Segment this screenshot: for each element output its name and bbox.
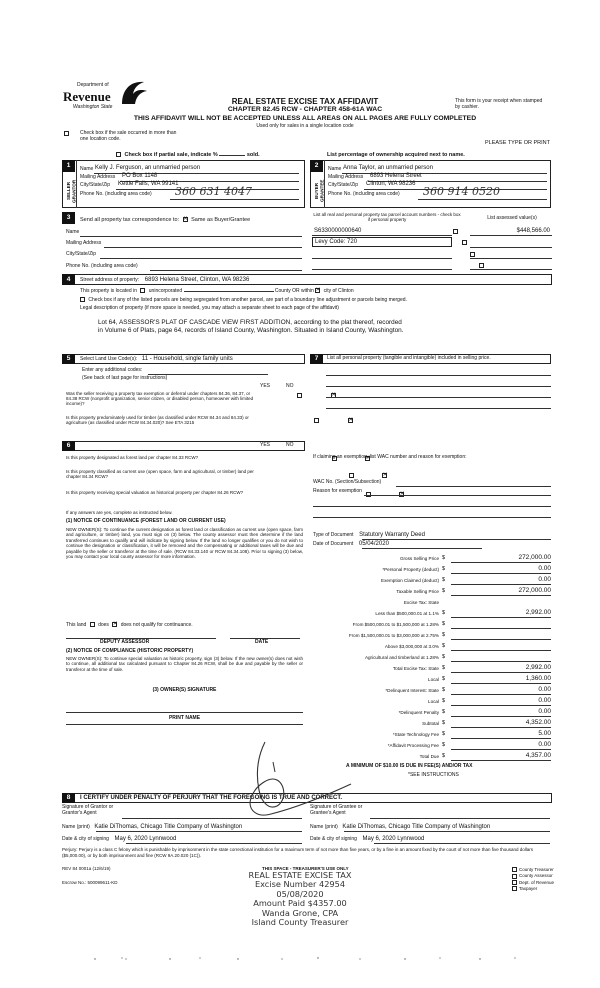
calc-row	[310, 664, 551, 675]
form-chapter: CHAPTER 82.45 RCW - CHAPTER 458-61A WAC	[227, 106, 383, 113]
buyer-grantee-side: BUYER GRANTEE	[314, 179, 325, 203]
seller-city-label: City/State/Zip	[80, 182, 111, 188]
calc-row-label: Taxable Selling Price	[396, 589, 439, 594]
calc-row-value[interactable]: 272,000.00	[451, 587, 551, 596]
same-as-buyer-checkbox[interactable]	[183, 217, 188, 222]
date-doc-row	[313, 541, 389, 548]
calc-row-value[interactable]	[451, 653, 551, 662]
calc-row-label: Local	[428, 699, 439, 704]
calc-row-label: *Delinquent Penalty	[398, 710, 439, 715]
dollar-sign: $	[442, 698, 446, 704]
calc-row-value[interactable]: 1,360.00	[451, 675, 551, 684]
dollar-sign: $	[442, 555, 446, 561]
calc-row-label: Gross Selling Price	[399, 556, 439, 561]
calc-row-value[interactable]: 2,992.00	[451, 609, 551, 618]
dollar-sign: $	[442, 588, 446, 594]
buyer-city-value[interactable]: Clinton, WA 98236	[366, 181, 416, 187]
sec6-q2: Is this property classified as current use (open space, farm and agricultural, or timber) land per chapter 84.34 RCW?	[66, 469, 254, 480]
date-doc-label: Date of Document	[313, 541, 354, 547]
street-label: Street address of property:	[80, 277, 140, 283]
located-label: This property is located in	[80, 287, 137, 294]
street-value[interactable]: 6893 Helena Street, Clinton, WA 98236	[144, 277, 250, 283]
sec3-name-label: Name	[66, 229, 80, 235]
see-instructions: *SEE INSTRUCTIONS	[408, 772, 459, 778]
copy-county-assessor: County Assessor	[519, 873, 553, 879]
notice-2-text: NEW OWNER(S): To continue special valuation as historic property, sign (3) below. If the new owner(s) does not wish to continue, all additional tax calculated pursuant to Chapter 84.26 RCW, shall be due and payable by the seller or transferor at the time of sale.	[66, 656, 303, 672]
certify-statement: I CERTIFY UNDER PENALTY OF PERJURY THAT THE FOREGOING IS TRUE AND CORRECT.	[80, 795, 343, 801]
dollar-sign: $	[442, 687, 446, 693]
section-3-number: 3	[62, 212, 75, 224]
exemption-claim-label: If claiming an exemption, list WAC number and reason for exemption:	[313, 454, 467, 460]
calc-row	[310, 576, 551, 587]
calc-row-value[interactable]	[451, 631, 551, 640]
assessed-header: List assessed value(s)	[487, 215, 537, 221]
calc-row-label: Total Excise Tax: State	[392, 666, 439, 671]
grantor-date-row	[62, 836, 176, 843]
dollar-sign: $	[442, 632, 446, 638]
same-as-buyer-label: Same as Buyer/Grantee	[191, 217, 251, 223]
calc-row	[310, 620, 551, 631]
located-row	[80, 288, 354, 295]
section-1-number: 1	[62, 160, 75, 172]
grantor-date-label: Date & city of signing	[62, 836, 109, 842]
escrow-number: Escrow No.: 500099611-KD	[62, 880, 118, 885]
buyer-mail-row	[328, 174, 548, 181]
copy-taxpayer-checkbox[interactable]	[512, 886, 517, 891]
date-doc-value[interactable]: 05/04/2020	[358, 541, 389, 547]
deputy-assessor-label: DEPUTY ASSESSOR	[100, 639, 150, 645]
calc-row	[310, 653, 551, 664]
does-not-qualify-checkbox[interactable]	[112, 622, 117, 627]
calc-row	[310, 554, 551, 565]
notice-1-title: (1) NOTICE OF CONTINUANCE (FOREST LAND OR CURRENT USE)	[66, 518, 226, 524]
grantee-date-label: Date & city of signing	[310, 836, 357, 842]
see-back-label: (See back of last page for instructions)	[82, 375, 168, 381]
additional-codes-label: Enter any additional codes:	[82, 367, 143, 373]
section-7-number: 7	[310, 354, 323, 364]
sec5-q2-yes[interactable]	[314, 418, 319, 423]
grantor-date-value[interactable]: May 6, 2020 Lynnwood	[114, 836, 177, 842]
section-2-number: 2	[310, 160, 323, 172]
calc-row-label: *Delinquent Interest: State	[385, 688, 439, 693]
copy-taxpayer: Taxpayer	[519, 885, 538, 891]
if-any-yes: If any answers are yes, complete as instructed below.	[66, 510, 173, 515]
calc-row-label: Exemption Claimed (deduct)	[381, 578, 439, 583]
wac-no-label: WAC No. (Section/Subsection)	[313, 479, 382, 485]
receipt-note: This form is your receipt when stamped by cashier.	[455, 98, 543, 110]
send-correspondence-row	[80, 217, 250, 223]
buyer-name-value[interactable]: Anna Taylor, an unmarried person	[343, 165, 433, 171]
calc-row-value[interactable]: 4,352.00	[451, 719, 551, 728]
calc-row-label: From $1,500,000.01 to $3,000,000 at 2.75%	[348, 633, 439, 638]
treasurer-stamp	[200, 871, 400, 928]
sec6-no: NO	[286, 442, 294, 448]
section-6-number: 6	[62, 441, 75, 451]
copy-county-assessor-checkbox[interactable]	[512, 874, 517, 879]
form-title: REAL ESTATE EXCISE TAX AFFIDAVIT	[231, 97, 379, 106]
sec6-q2-yes[interactable]	[349, 473, 354, 478]
county-or-within: County OR within	[274, 287, 314, 294]
parcel-1[interactable]: S6330000000640	[314, 228, 362, 234]
type-doc-value[interactable]: Statutory Warranty Deed	[359, 532, 425, 538]
assessed-1[interactable]: $448,566.00	[516, 228, 550, 234]
unincorporated-checkbox[interactable]	[140, 288, 145, 293]
perjury-statement: Perjury: Perjury is a class C felony which is punishable by imprisonment in the state correctional institution for a maximum term of not more than five years, or by a fine in an amount fixed by the court of not more than five thousand dollars ($5,000.00), or by both imprisonment and fine (RCW 9A.20.020 (1C)).	[62, 847, 533, 858]
notice-1-text: NEW OWNER(S): To continue the current designation as forest land or classification as current use (open space, farm and agriculture, or timber) land, you must sign on (3) below. The county assessor must then determine if the land transferred continues to qualify and will indicate by signing below. If the land no longer qualifies or you do not wish to continue the designation or classification, it will be removed and the compensating or additional taxes will be due and payable by the seller or transferor at the time of sale. (RCW 84.33.140 or RCW 84.34.108). Prior to signing (3) below, you may contact your local county assessor for more information.	[66, 527, 303, 559]
buyer-city-label: City/State/Zip	[328, 182, 359, 188]
calc-row-label: *Personal Property (deduct)	[382, 567, 439, 572]
grantor-name-label: Name (print)	[62, 824, 90, 830]
calc-row	[310, 719, 551, 730]
seller-mail-label: Mailing Address	[80, 174, 116, 180]
stamp-line-4: Amount Paid $4357.00	[253, 898, 347, 909]
does-label: does	[98, 621, 109, 628]
qualify-label: This land	[66, 621, 87, 628]
copy-dept-revenue: Dept. of Revenue	[519, 879, 555, 885]
buyer-phone-label: Phone No. (including area code)	[328, 191, 400, 197]
logo-dept-line: Department of	[77, 82, 109, 88]
section-5-number: 5	[62, 354, 75, 364]
seller-name-label: Name	[80, 166, 94, 172]
dollar-sign: $	[442, 753, 446, 759]
sec5-q1: Was the seller receiving a property tax exemption or deferral under chapters 84.36, 84.37, or 84.38 RCW (nonprofit organization, senior citizen, or disabled person, homeowner with limited income)?	[66, 391, 254, 407]
calc-row-value[interactable]: 0.00	[451, 576, 551, 585]
calc-row	[310, 642, 551, 653]
land-use-label: Select Land Use Code(s):	[80, 356, 138, 362]
treasurer-use-label: THIS SPACE - TREASURER'S USE ONLY	[262, 866, 349, 871]
buyer-name-row	[328, 166, 548, 173]
sec6-yes: YES	[260, 442, 271, 448]
calc-row	[310, 565, 551, 576]
dollar-sign: $	[442, 665, 446, 671]
calc-row	[310, 609, 551, 620]
grantee-name-row	[310, 824, 490, 831]
logo-state: Washington State	[73, 104, 113, 110]
copy-dept-revenue-checkbox[interactable]	[512, 880, 517, 885]
calc-row-value[interactable]: 0.00	[451, 708, 551, 717]
partial-sale-sold: sold.	[246, 152, 260, 158]
stamp-line-1: REAL ESTATE EXCISE TAX	[248, 870, 352, 880]
dollar-sign: $	[442, 654, 446, 660]
used-only-note: Used only for sales in a single location code	[256, 123, 354, 129]
partial-sale-label: Check box if partial sale, indicate %	[124, 152, 218, 158]
calc-row	[310, 675, 551, 686]
deputy-date-label: DATE	[255, 639, 269, 645]
sec5-q1-yes[interactable]	[297, 393, 302, 398]
dollar-sign: $	[442, 676, 446, 682]
stamp-line-6: Island County Treasurer	[251, 917, 349, 928]
seller-grantor-side: SELLER GRANTOR	[66, 179, 77, 203]
owner-signature-label: (3) OWNER(S) SIGNATURE	[152, 687, 217, 693]
sec3-phone-label: Phone No. (including area code)	[66, 263, 138, 269]
sec6-q2-no[interactable]	[382, 473, 387, 478]
type-or-print: PLEASE TYPE OR PRINT	[484, 140, 550, 146]
washington-logo-icon	[116, 78, 152, 108]
calc-row-label: From $500,000.01 to $1,500,000 at 1.28%	[352, 622, 439, 627]
calc-row-label: Agricultural and timberland at 1.28%	[364, 655, 439, 660]
stamp-line-2: Excise Number 42954	[254, 879, 346, 890]
calc-row-label: *Affidavit Processing Fee	[387, 743, 439, 748]
seller-phone-value[interactable]: 360 631 4047	[175, 185, 252, 198]
sec5-no: NO	[286, 383, 294, 389]
section-8-number: 8	[62, 793, 75, 803]
calc-row-value[interactable]	[451, 642, 551, 651]
calc-row-value[interactable]: 5.00	[451, 730, 551, 739]
land-use-row	[80, 356, 233, 363]
section-4-number: 4	[62, 274, 75, 285]
sec3-mail-label: Mailing Address	[66, 240, 102, 246]
dollar-sign: $	[442, 731, 446, 737]
rev-number: REV 84 0001a (12/6/19)	[62, 866, 111, 871]
dor-logo	[60, 78, 160, 116]
print-name-label: PRINT NAME	[168, 715, 201, 721]
calc-row-label: Subtotal	[422, 721, 439, 726]
grantee-date-row	[310, 836, 424, 843]
multi-location-checkbox[interactable]	[64, 131, 69, 136]
dollar-sign: $	[442, 566, 446, 572]
signature-scribble-icon	[225, 740, 355, 820]
calc-row-value[interactable]: 0.00	[451, 686, 551, 695]
parcel-1-checkbox[interactable]	[453, 229, 458, 234]
grantor-name-value[interactable]: Katie DiThomas, Chicago Title Company of Washington	[94, 824, 243, 830]
buyer-phone-value[interactable]: 360 914 0520	[423, 185, 500, 198]
unincorporated-label: unincorporated	[148, 287, 183, 294]
levy-code[interactable]: Levy Code: 720	[315, 239, 358, 245]
dollar-sign: $	[442, 643, 446, 649]
sec3-city-label: City/State/Zip	[66, 251, 97, 257]
scan-noise-icon	[60, 955, 550, 963]
calc-row-label: Less than $500,000.01 at 1.1%	[375, 611, 439, 616]
calc-row	[310, 708, 551, 719]
seller-name-row	[80, 166, 300, 173]
dollar-sign: $	[442, 621, 446, 627]
calc-row-label: *State Technology Fee	[392, 732, 439, 737]
calc-row-value[interactable]	[451, 620, 551, 629]
city-of-label: city of Clinton	[323, 287, 354, 294]
segregated-checkbox[interactable]	[80, 297, 85, 302]
calc-row	[310, 587, 551, 598]
calc-row	[310, 598, 551, 609]
buyer-mail-label: Mailing Address	[328, 174, 364, 180]
stamp-line-3: 05/08/2020	[276, 888, 324, 899]
copy-county-treasurer: County Treasurer	[519, 867, 554, 872]
street-row	[80, 277, 249, 284]
buyer-name-label: Name	[328, 166, 342, 172]
calc-row	[310, 697, 551, 708]
seller-mail-value[interactable]: PO Box 1148	[122, 173, 158, 179]
dollar-sign: $	[442, 610, 446, 616]
parcel-3-checkbox[interactable]	[470, 252, 475, 257]
sec5-yes: YES	[260, 383, 271, 389]
grantee-name-label: Name (print)	[310, 824, 338, 830]
ownership-pct-label: List percentage of ownership acquired next to name.	[327, 152, 465, 158]
seller-name-value[interactable]: Kelly J. Ferguson, an unmarried person	[95, 165, 201, 171]
grantor-name-row	[62, 824, 242, 831]
logo-revenue: Revenue	[63, 89, 111, 104]
type-doc-row	[313, 532, 425, 539]
parcel-4-checkbox[interactable]	[479, 263, 484, 268]
form-warning: THIS AFFIDAVIT WILL NOT BE ACCEPTED UNLESS ALL AREAS ON ALL PAGES ARE FULLY COMPLETED	[133, 115, 477, 122]
buyer-mail-value[interactable]: 6893 Helena Street	[370, 173, 422, 179]
calc-row-value[interactable]: 272,000.00	[451, 554, 551, 563]
notice-2-title: (2) NOTICE OF COMPLIANCE (HISTORIC PROPERTY)	[66, 648, 194, 654]
partial-sale-row	[116, 152, 260, 158]
does-not-label: does not qualify for continuance.	[120, 621, 193, 628]
copy-list	[512, 867, 572, 891]
segregated-row	[80, 297, 407, 304]
does-qualify-checkbox[interactable]	[90, 622, 95, 627]
city-of-checkbox[interactable]	[315, 288, 320, 293]
calc-row-value[interactable]: 0.00	[451, 741, 551, 750]
seller-city-value[interactable]: Kettle Falls, WA 99141	[118, 181, 179, 187]
dollar-sign: $	[442, 577, 446, 583]
legal-description[interactable]: Lot 64, ASSESSOR'S PLAT OF CASCADE VIEW FIRST ADDITION, according to the plat thereof, recorded in Volume 6 of Plats, page 64, records of Island County, Washington. Situated in Island County, Washington.	[98, 319, 404, 335]
calc-row-label: Total Due	[419, 754, 439, 759]
calc-row-value[interactable]: 0.00	[451, 697, 551, 706]
qualify-row	[66, 622, 193, 629]
send-all-label: Send all property tax correspondence to:	[80, 217, 180, 223]
calc-row-label: Above $3,000,000 at 3.0%	[384, 644, 439, 649]
sec5-q2-no[interactable]	[348, 418, 353, 423]
segregated-label: Check box if any of the listed parcels are being segregated from another parcel, are part of a boundary line adjustment or parcels being merged.	[88, 296, 407, 303]
grantor-signature-label: Signature of Grantor or Grantor's Agent	[62, 804, 114, 816]
grantee-signature-label: Signature of Grantee or Grantee's Agent	[310, 804, 363, 816]
personal-property-label: List all personal property (tangible and intangible) included in selling price.	[327, 355, 491, 361]
sec6-q1: Is this property designated as forest land per chapter 84.33 RCW?	[66, 455, 199, 460]
calc-row-label: Excise Tax: State	[403, 600, 439, 605]
calc-row-value[interactable]: 0.00	[451, 565, 551, 574]
parcel-header: List all real and personal property tax parcel account numbers - check box if personal property	[313, 212, 461, 223]
calc-row	[310, 686, 551, 697]
copy-county-treasurer-checkbox[interactable]	[512, 867, 517, 872]
multi-location-label: Check box if the sale occurred in more than one location code.	[80, 130, 177, 142]
dollar-sign: $	[442, 742, 446, 748]
grantee-name-value[interactable]: Katie DiThomas, Chicago Title Company of Washington	[342, 824, 491, 830]
dollar-sign: $	[442, 720, 446, 726]
seller-mail-row	[80, 174, 300, 181]
calc-row-value[interactable]: 2,992.00	[451, 664, 551, 673]
sec6-q3: Is this property receiving special valuation as historical property per chapter 84.26 RCW?	[66, 490, 244, 495]
dollar-sign: $	[442, 709, 446, 715]
minimum-note: A MINIMUM OF $10.00 IS DUE IN FEE(S) AND/OR TAX	[346, 763, 473, 769]
sec5-q2: Is this property predominately used for timber (as classified under RCW 84.34 and 84.33) or agriculture (as classified under RCW 84.34.020)? See ETA 3215	[66, 415, 249, 426]
stamp-line-5: Wanda Grone, CPA	[261, 907, 339, 918]
reason-label: Reason for exemption	[313, 488, 362, 494]
calc-row-value[interactable]: 4,357.00	[451, 752, 551, 761]
calc-row	[310, 631, 551, 642]
parcel-2-checkbox[interactable]	[462, 240, 467, 245]
seller-phone-label: Phone No. (including area code)	[80, 191, 152, 197]
land-use-value[interactable]: 11 - Household, single family units	[141, 356, 233, 362]
grantee-date-value[interactable]: May 6, 2020 Lynnwood	[362, 836, 425, 842]
calc-row-label: Local	[428, 677, 439, 682]
partial-sale-checkbox[interactable]	[116, 152, 121, 157]
legal-desc-label: Legal description of property (if more space is needed, you may attach a separate sheet to each page of the affidavit)	[80, 305, 339, 311]
type-doc-label: Type of Document	[313, 532, 354, 538]
